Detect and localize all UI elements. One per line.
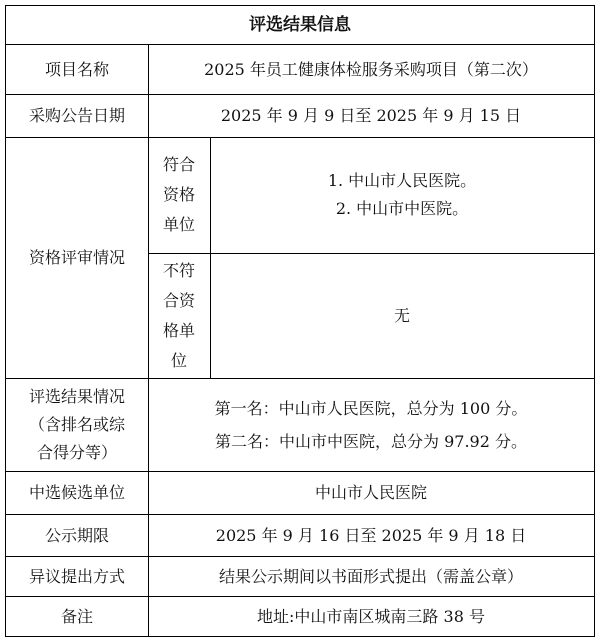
qualified-units-label bbox=[148, 137, 210, 253]
unqualified-label-line: 不符 bbox=[162, 260, 195, 280]
qualification-review-label: 资格评审情况 bbox=[28, 248, 125, 267]
qualified-label-line: 资格 bbox=[162, 185, 195, 204]
objection-method-value: 结果公示期间以书面形式提出（需盖公章） bbox=[218, 566, 523, 586]
unqualified-units-label bbox=[148, 253, 210, 378]
unqualified-units-value: 无 bbox=[393, 306, 410, 325]
evaluation-result-label bbox=[6, 378, 148, 471]
publicity-period-value: 2025 年 9 月 16 日至 2025 年 9 月 18 日 bbox=[215, 525, 527, 545]
result-label-line: 合得分等） bbox=[36, 442, 117, 462]
winner-label: 中选候选单位 bbox=[28, 483, 125, 502]
unqualified-label-line: 位 bbox=[170, 350, 187, 370]
list-item: 1. 中山市人民医院。 bbox=[327, 171, 477, 190]
objection-method-label: 异议提出方式 bbox=[28, 566, 125, 586]
remarks-value: 地址:中山市南区城南三路 38 号 bbox=[257, 606, 485, 626]
notice-date-value: 2025 年 9 月 9 日至 2025 年 9 月 15 日 bbox=[220, 106, 522, 125]
qualified-label-line: 单位 bbox=[162, 215, 195, 234]
project-name-label: 项目名称 bbox=[44, 59, 109, 79]
project-name-value: 2025 年员工健康体检服务采购项目（第二次） bbox=[204, 59, 538, 79]
list-item: 2. 中山市中医院。 bbox=[335, 199, 469, 218]
result-label-line: （含排名或综 bbox=[28, 414, 125, 434]
winner-value: 中山市人民医院 bbox=[314, 483, 427, 502]
remarks-label: 备注 bbox=[60, 606, 93, 626]
table-title: 评选结果信息 bbox=[249, 14, 351, 35]
qualified-label-line: 符合 bbox=[162, 155, 195, 174]
unqualified-label-line: 合资 bbox=[162, 290, 195, 310]
publicity-period-label: 公示期限 bbox=[44, 525, 109, 545]
ranking-item: 第二名：中山市中医院，总分为 97.92 分。 bbox=[215, 431, 527, 451]
ranking-item: 第一名：中山市人民医院，总分为 100 分。 bbox=[214, 398, 528, 418]
evaluation-result-value bbox=[148, 378, 594, 471]
result-label-line: 评选结果情况 bbox=[28, 386, 125, 406]
result-info-table bbox=[5, 5, 595, 637]
unqualified-label-line: 格单 bbox=[162, 320, 195, 340]
notice-date-label: 采购公告日期 bbox=[28, 106, 125, 125]
qualified-units-list bbox=[210, 137, 594, 253]
